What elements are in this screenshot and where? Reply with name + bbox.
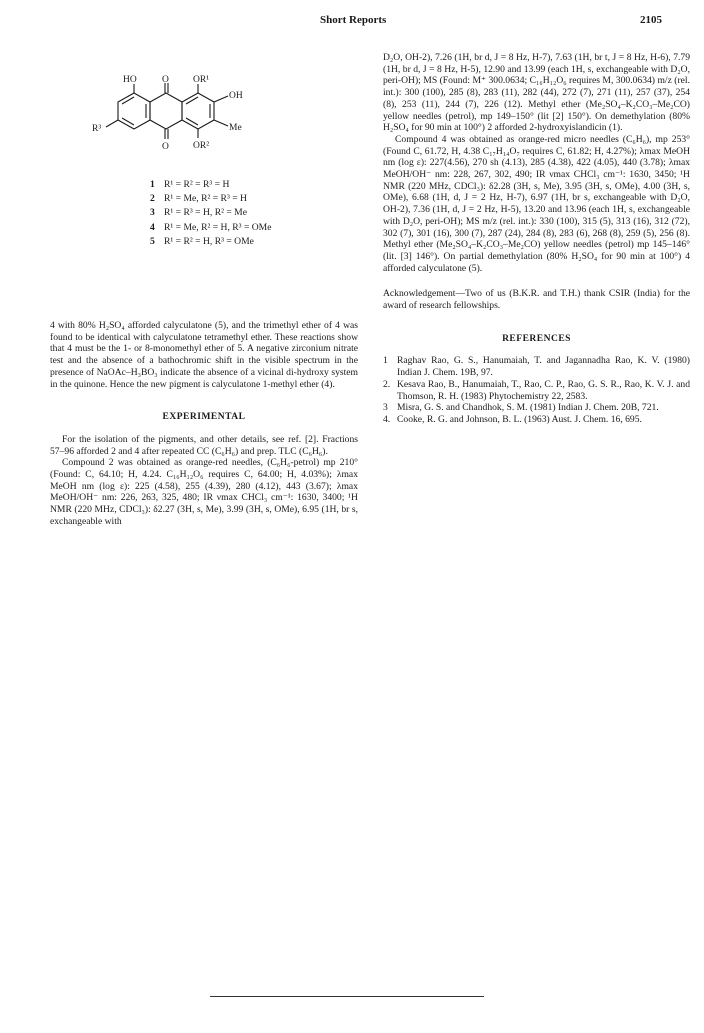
reference-item: 4. Cooke, R. G. and Johnson, B. L. (1963) Aust. J. Chem. 16, 695. [383,413,642,425]
anthraquinone-structure [78,74,288,174]
left-column [50,320,358,528]
label-oh: OH [229,91,243,101]
section-heading-references: REFERENCES [502,333,571,344]
body-paragraph: For the isolation of the pigments, and other details, see ref. [2]. Fractions 57–96 afforded 2 and 4 after repeated CC (C₆H₆) and prep. TLC (C₆H₆). [50,433,358,457]
reference-item: 3 Misra, G. S. and Chandhok, S. M. (1981) Indian J. Chem. 20B, 721. [383,402,659,414]
section-heading-experimental: EXPERIMENTAL [162,412,246,423]
label-r3: R³ [92,124,102,134]
reference-list [383,355,690,425]
body-paragraph: Compound 4 was obtained as orange-red micro needles (C₆H₆), mp 253° (Found C, 61.72, H, 4.38 C₁₇H₁₄O₇ requires C, 61.82; H, 4.27%); λmax MeOH nm (log ε): 227(4.56), 270 sh (4.13), 285 (4.38), 422 (4.05), 440 (3.78); λmax MeOH/OH⁻ nm: 228, 267, 302, 490; IR νmax CHCl₃ cm⁻¹: 1630, 3450; ¹H NMR (220 MHz, CDCl₃): δ2.28 (3H, s, Me), 3.95 (3H, s, OMe), 4.00 (3H, s, OMe), 6.68 (1H, d, J = 2 Hz, H-7), 6.97 (1H, br s, exchangeable with D₂O, OH-2), 7.36 (1H, d, J = 2 Hz, H-5), 13.20 and 13.96 (each 1H, s, exchangeable with D₂O, peri-OH); MS m/z (rel. int.): 330 (100), 315 (5), 313 (16), 312 (72), 302 (7), 301 (16), 300 (7), 287 (24), 284 (8), 283 (6), 268 (8), 259 (5), 256 (8). Methyl ether (Me₂SO₄–K₂CO₃–Me₂CO) yellow needles (petrol) mp 145–146° (lit. [3] 146°). On partial demethylation (80% H₂SO₄ for 90 min at 100°) 4 afforded calyculatone (5). [383,133,690,274]
compound-item: 5 R¹ = R² = H, R³ = OMe [150,235,254,247]
footer-rule [210,996,484,997]
compound-item: 4 R¹ = Me, R² = H, R³ = OMe [150,221,272,233]
label-ho: HO [123,75,137,85]
right-column [383,52,690,426]
body-paragraph: D₂O, OH-2), 7.26 (1H, br d, J = 8 Hz, H-7), 7.63 (1H, br t, J = 8 Hz, H-6), 7.79 (1H, br d, J = 8 Hz, H-5), 12.90 and 13.99 (each 1H, s, exchangeable with D₂O, peri-OH); MS (Found: M⁺ 300.0634; C₁₆H₁₂O₆ requires M, 300.0634) m/z (rel. int.): 300 (100), 285 (8), 283 (11), 282 (44), 272 (7), 271 (11), 257 (37), 254 (8), 253 (11), 244 (7), 226 (12). Methyl ether (Me₂SO₄–K₂CO₃–Me₂CO) yellow needles (petrol), mp 149–150° (lit [2] 150°). On demethylation (80% H₂SO₄ for 90 min at 100°) 2 afforded 2-hydroxyislandicin (1). [383,52,690,134]
compound-item: 2 R¹ = Me, R² = R³ = H [150,193,247,205]
reference-item: 1 Raghav Rao, G. S., Hanumaiah, T. and Jagannadha Rao, K. V. (1980) Indian J. Chem. 19B, 97. [383,355,690,379]
page-number: 2105 [640,14,662,26]
compound-item: 3 R¹ = R³ = H, R² = Me [150,207,247,219]
acknowledgement: Acknowledgement—Two of us (B.K.R. and T.H.) thank CSIR (India) for the award of research fellowships. [383,288,690,312]
label-o-bottom: O [162,142,169,152]
reference-item: 2. Kesava Rao, B., Hanumaiah, T., Rao, C. P., Rao, G. S. R., Rao, K. V. J. and Thomson, R. H. (1983) Phytochemistry 22, 2583. [383,378,690,402]
body-paragraph: 4 with 80% H₂SO₄ afforded calyculatone (5), and the trimethyl ether of 4 was found to be identical with calyculatone tetramethyl ether. These reactions show that 4 must be the 1- or 8-monomethyl ether of 5. A negative zirconium nitrate test and the absence of a bathochromic shift in the visible spectrum in the presence of NaOAc–H₃BO₃ indicate the absence of a vicinal di-hydroxy system in the quinone. Hence the new pigment is calyculatone 1-methyl ether (4). [50,320,358,390]
compound-item: 1 R¹ = R² = R³ = H [150,179,230,190]
label-or1: OR¹ [193,75,210,85]
running-header-title: Short Reports [320,14,387,26]
label-me: Me [229,123,242,133]
compound-list [150,178,271,249]
label-o-top: O [162,75,169,85]
body-paragraph: Compound 2 was obtained as orange-red needles, (C₆H₆-petrol) mp 210° (Found: C, 64.10; H, 4.24. C₁₆H₁₂O₆ requires C, 64.00; H, 4.03%); λmax MeOH nm (log ε): 225 (4.58), 255 (4.39), 280 (4.12), 443 (3.67); λmax MeOH/OH⁻ nm: 226, 263, 325, 480; IR νmax CHCl₃ cm⁻¹: 1630, 3400; ¹H NMR (220 MHz, CDCl₃): δ2.27 (3H, s, Me), 3.99 (3H, s, OMe), 6.95 (1H, br s, exchangeable with [50,457,358,527]
label-or2: OR² [193,141,210,151]
